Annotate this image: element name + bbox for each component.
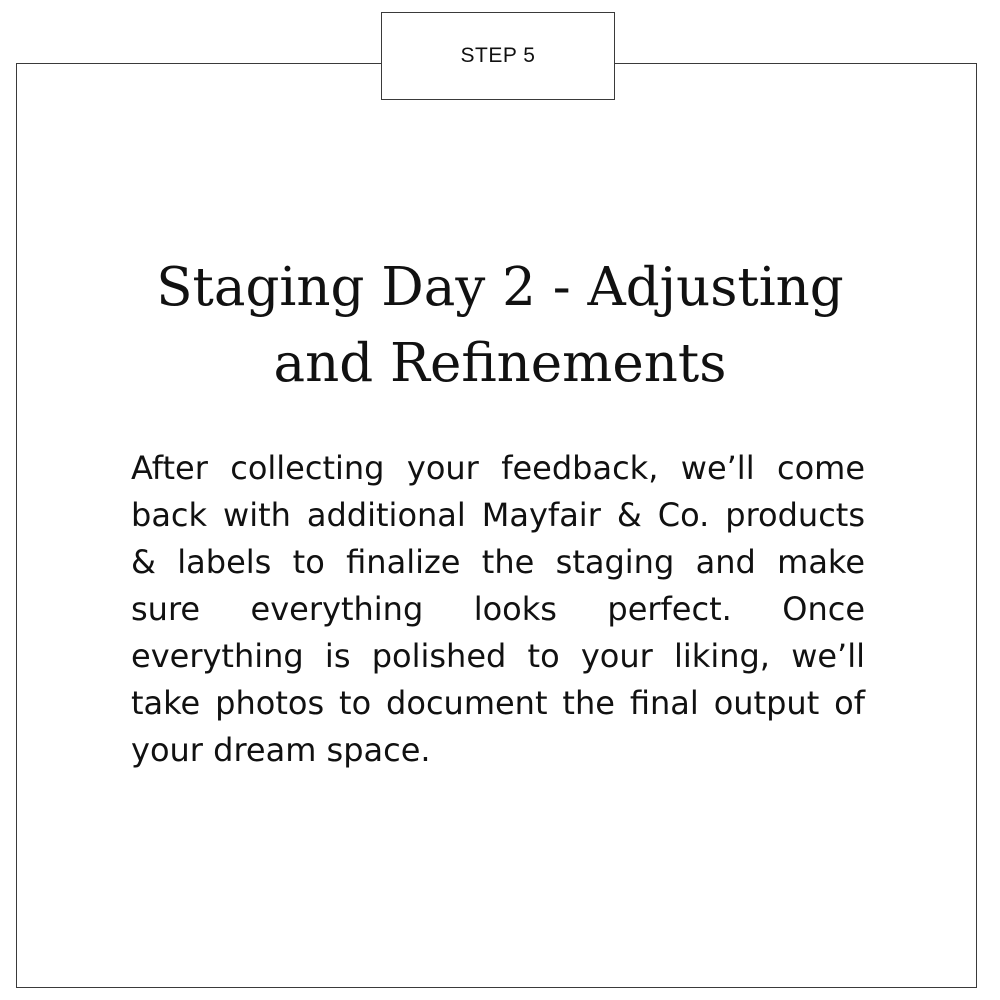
step-tab <box>381 12 615 100</box>
page-title: Staging Day 2 - Adjusting and Refinements <box>156 257 844 394</box>
step-label: STEP 5 <box>460 44 536 67</box>
description-paragraph: After collecting your feedback, we’ll come back with additional Mayfair & Co. products & labels to finalize the staging and make sure everything looks perfect. Once everything is polished to your liking, we’ll take photos to document the final output of your dream space. <box>131 449 865 769</box>
